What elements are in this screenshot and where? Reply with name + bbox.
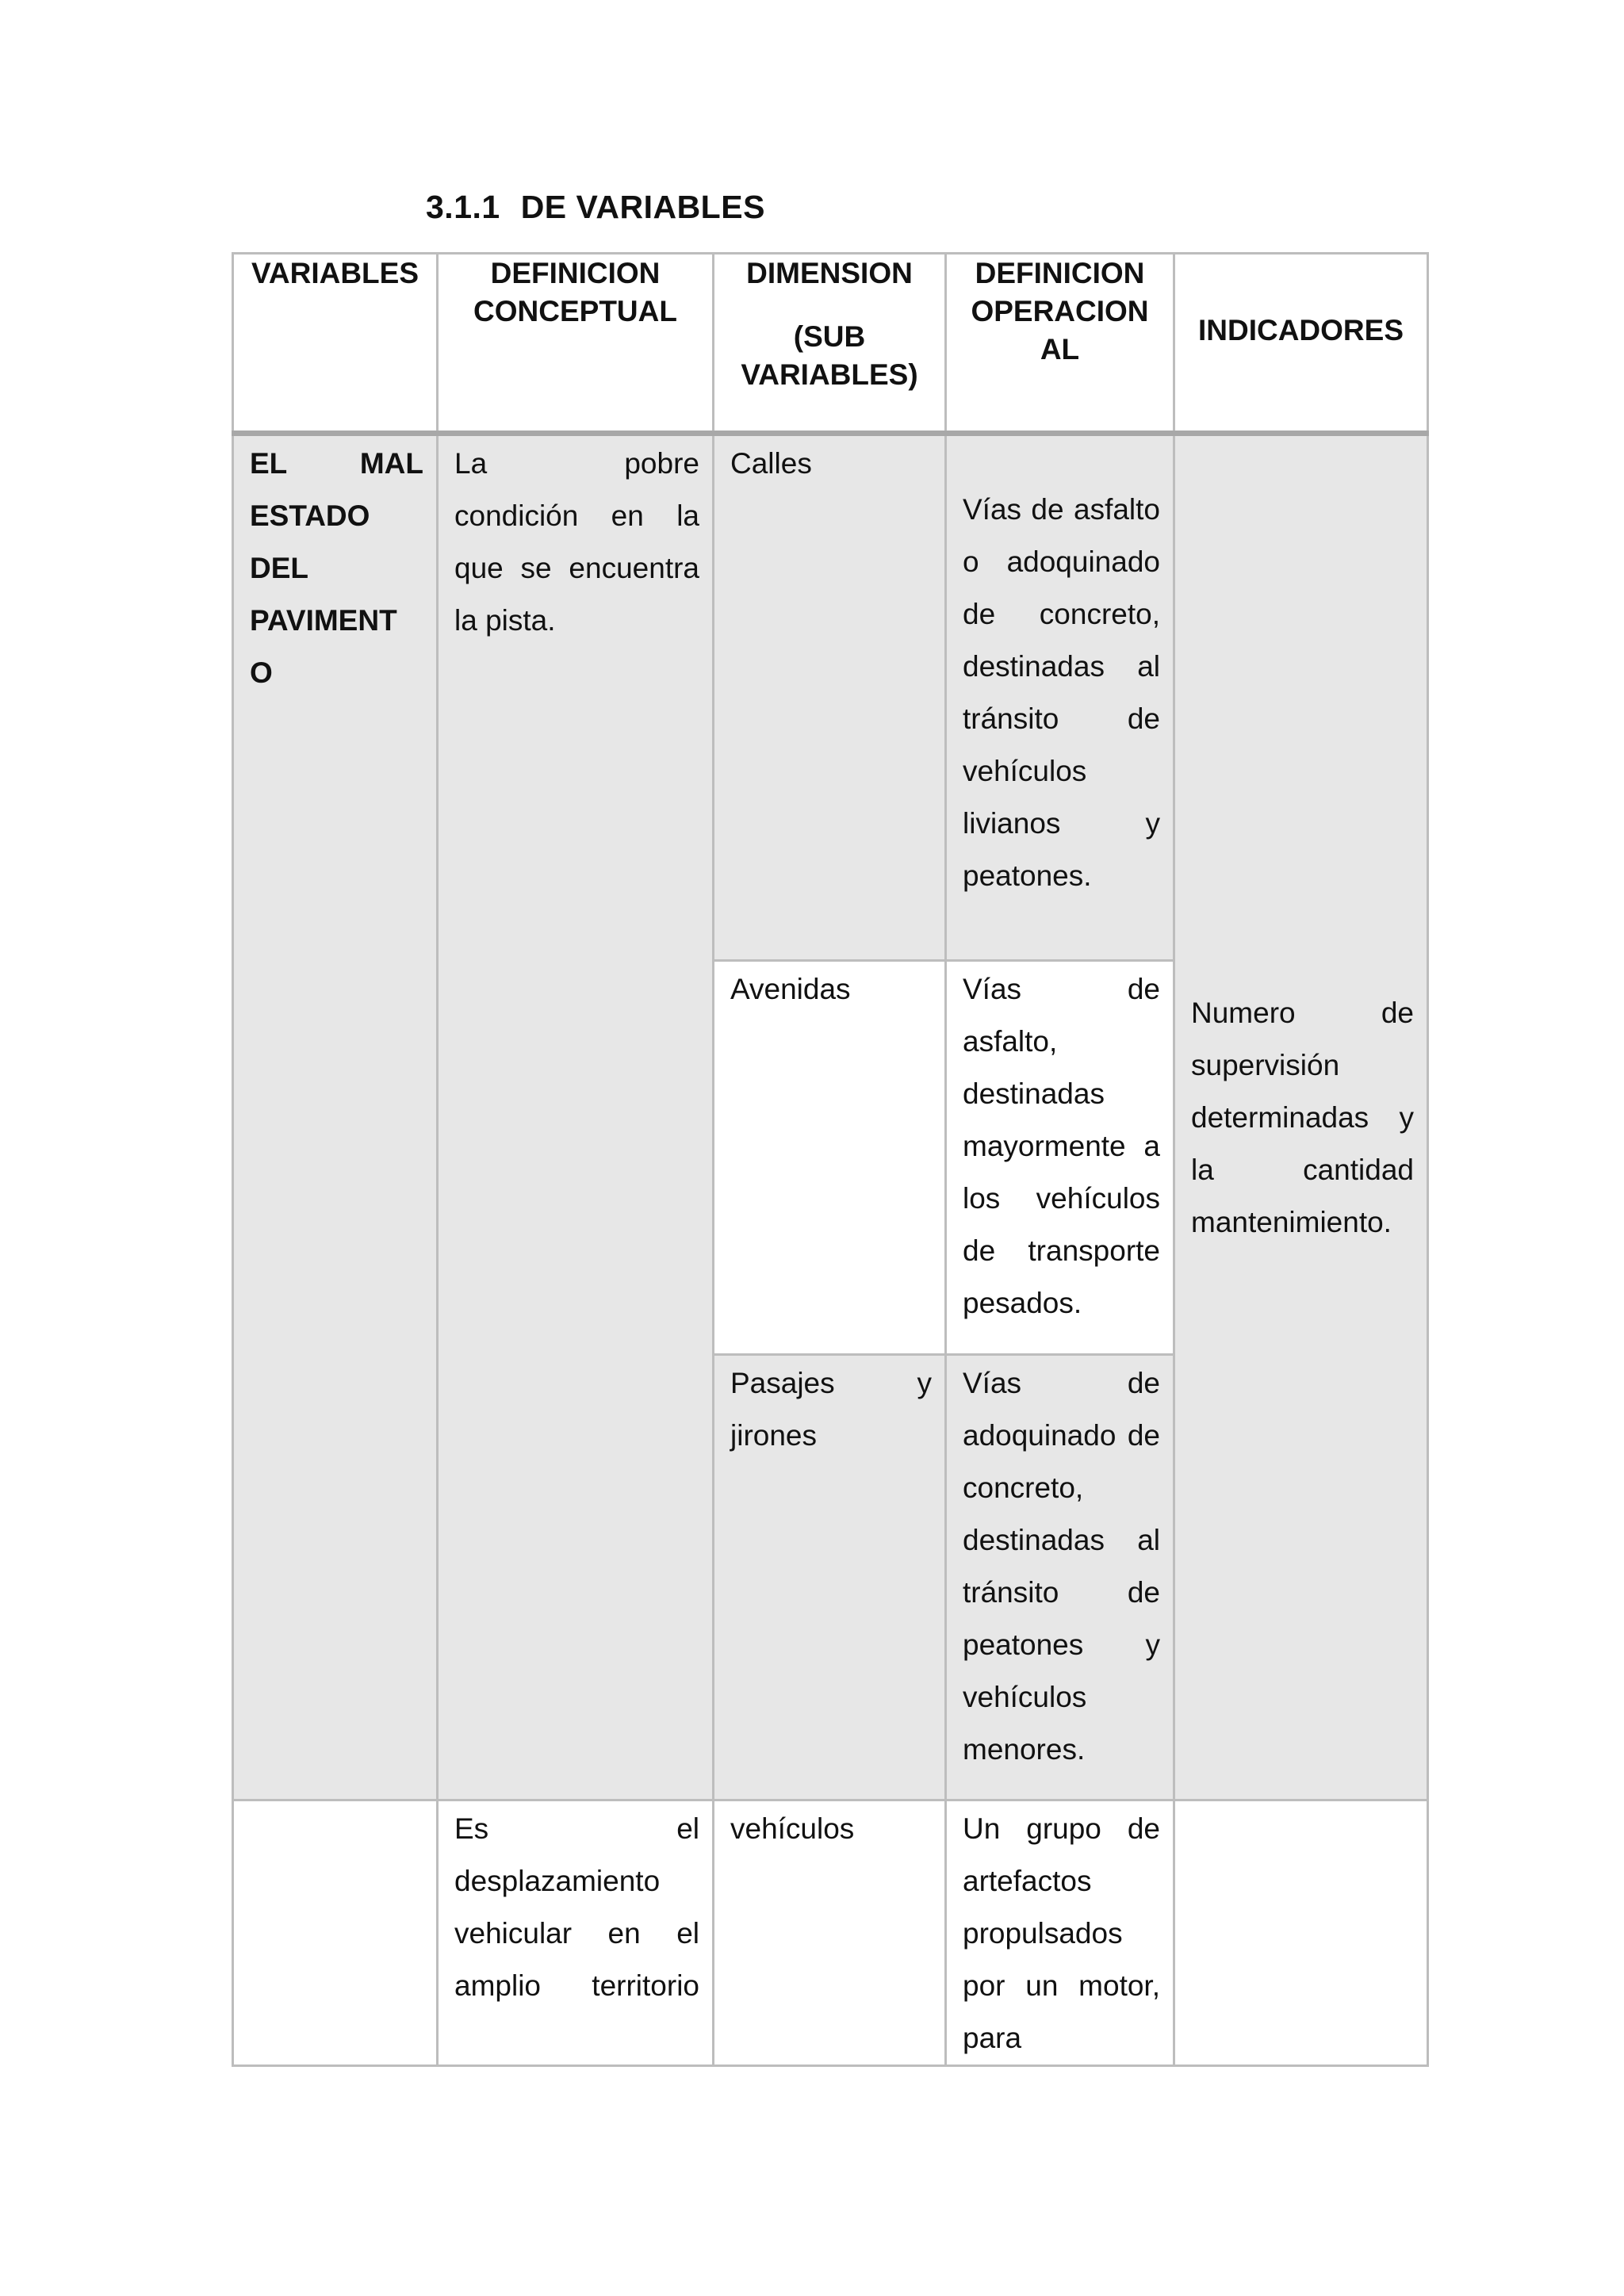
operacional-line: menores.: [963, 1733, 1086, 1766]
variable-line: O: [250, 656, 273, 689]
dimension-line: jirones: [730, 1419, 817, 1452]
section-number: 3.1.1: [426, 189, 500, 225]
section-heading: [426, 189, 765, 226]
operacional-line: peatones y: [963, 1628, 1160, 1661]
conceptual-line: Es el: [454, 1812, 699, 1845]
operacional-line: adoquinado de: [963, 1419, 1160, 1452]
operacional-line: Vías de asfalto: [963, 493, 1160, 526]
operacional-line: de concreto,: [963, 598, 1160, 630]
operacional-cell: [946, 434, 1174, 961]
operacional-line: de transporte: [963, 1234, 1160, 1267]
dimension-cell: [714, 1800, 946, 2066]
dimension-cell: [714, 434, 946, 961]
operacional-line: artefactos: [963, 1865, 1092, 1897]
operacional-line: Vías de: [963, 1367, 1160, 1399]
operacional-line: los vehículos: [963, 1182, 1160, 1215]
table-row: [233, 434, 1428, 961]
operacional-line: Vías de: [963, 973, 1160, 1005]
operacional-cell: [946, 961, 1174, 1355]
indicator-line: la cantidad: [1191, 1153, 1414, 1186]
header-variables: VARIABLES: [233, 254, 438, 434]
operacional-line: destinadas al: [963, 650, 1160, 683]
conceptual-line: desplazamiento: [454, 1865, 661, 1897]
variable-line: DEL: [250, 552, 308, 584]
section-title: DE VARIABLES: [520, 189, 765, 225]
dimension-line: Pasajes y: [730, 1367, 932, 1399]
operacional-line: destinadas al: [963, 1524, 1160, 1556]
dimension-cell: [714, 1355, 946, 1800]
operacional-line: tránsito de: [963, 1576, 1160, 1609]
operacional-line: peatones.: [963, 859, 1092, 892]
operacional-line: livianos y: [963, 807, 1160, 840]
conceptual-line: La pobre: [454, 447, 699, 480]
operacional-line: vehículos: [963, 1681, 1087, 1713]
operacional-line: mayormente a: [963, 1130, 1160, 1162]
variable-line: PAVIMENT: [250, 604, 397, 637]
variable-line: ESTADO: [250, 499, 370, 532]
variable-cell: [233, 434, 438, 1800]
conceptual-line: condición en la: [454, 499, 699, 532]
operacional-cell: [946, 1800, 1174, 2066]
variable-line: EL MAL: [250, 447, 423, 480]
indicator-line: mantenimiento.: [1191, 1205, 1392, 1238]
indicator-line: Numero de: [1191, 996, 1414, 1029]
header-definicion-conceptual: DEFINICION CONCEPTUAL: [438, 254, 714, 434]
operacional-line: destinadas: [963, 1077, 1105, 1110]
operacional-line: o adoquinado: [963, 545, 1160, 578]
indicator-line: determinadas y: [1191, 1100, 1414, 1134]
operacional-line: para: [963, 2022, 1022, 2054]
conceptual-cell: [438, 434, 714, 1800]
dimension-line: Calles: [730, 447, 812, 480]
variable-cell: [233, 1800, 438, 2066]
operacional-line: tránsito de: [963, 702, 1160, 735]
conceptual-line: la pista.: [454, 604, 556, 637]
operacional-line: por un motor,: [963, 1969, 1160, 2002]
operacional-line: vehículos: [963, 755, 1087, 787]
table-header-row: [233, 254, 1428, 434]
conceptual-line: vehicular en el: [454, 1917, 699, 1950]
header-indicadores: INDICADORES: [1174, 254, 1428, 434]
operacional-line: concreto,: [963, 1471, 1084, 1504]
dimension-line: Avenidas: [730, 973, 851, 1005]
operacional-line: propulsados: [963, 1917, 1123, 1950]
table-row: [233, 1800, 1428, 2066]
indicator-cell: [1174, 1800, 1428, 2066]
header-dimension: DIMENSION (SUB VARIABLES): [714, 254, 946, 434]
header-definicion-operacional: DEFINICION OPERACION AL: [946, 254, 1174, 434]
operacional-line: Un grupo de: [963, 1812, 1160, 1845]
conceptual-line: que se encuentra: [454, 552, 699, 584]
operacional-cell: [946, 1355, 1174, 1800]
operacional-line: asfalto,: [963, 1025, 1058, 1058]
conceptual-cell: [438, 1800, 714, 2066]
operacional-line: pesados.: [963, 1287, 1082, 1319]
indicator-cell: [1174, 434, 1428, 1800]
variables-table: [232, 252, 1429, 2067]
indicator-line: supervisión: [1191, 1048, 1340, 1081]
conceptual-line: amplio territorio: [454, 1969, 699, 2002]
dimension-line: vehículos: [730, 1812, 855, 1845]
dimension-cell: [714, 961, 946, 1355]
